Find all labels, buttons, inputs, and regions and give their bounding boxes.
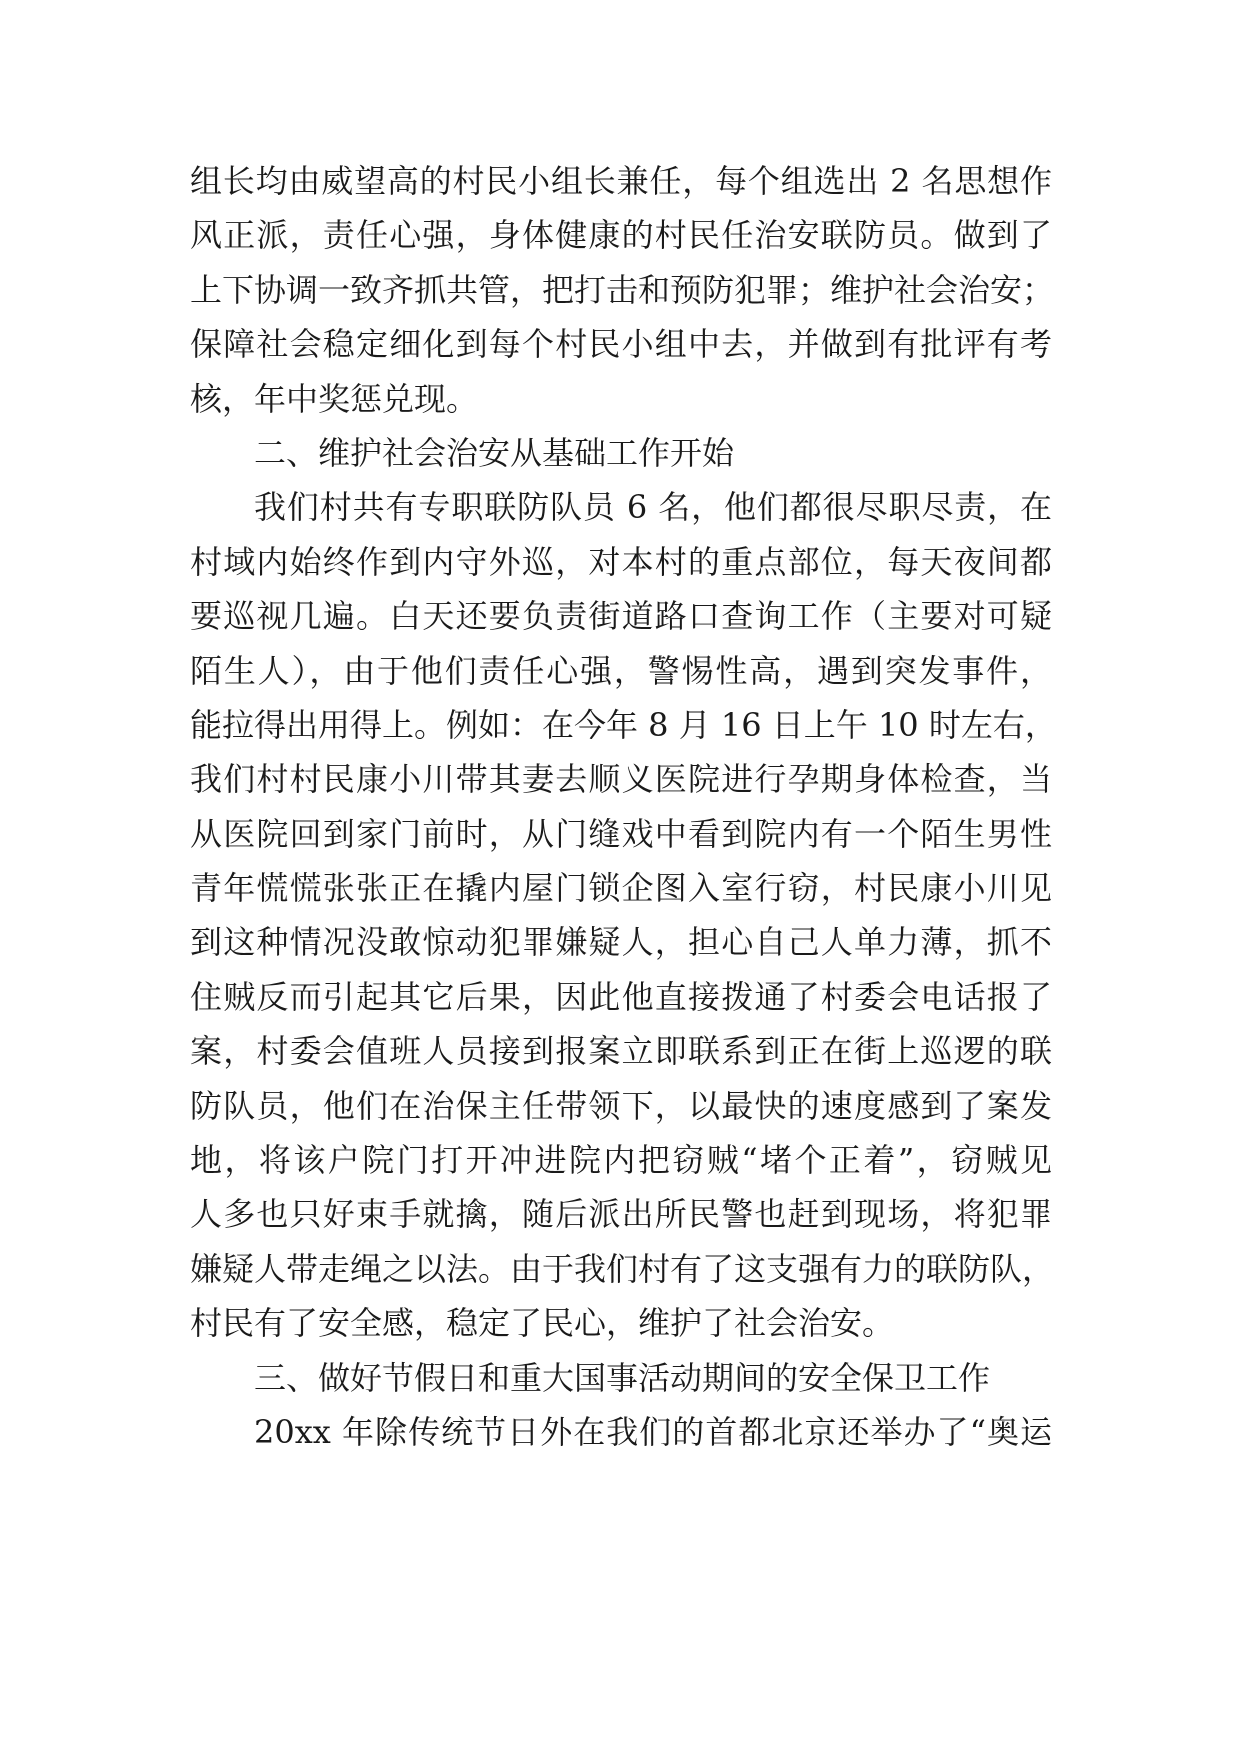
text-line: 核，年中奖惩兑现。 <box>190 379 479 418</box>
paragraph-1 <box>190 154 1055 426</box>
section-heading-2: 二、维护社会治安从基础工作开始 <box>254 433 735 472</box>
text-line: 我们村村民康小川带其妻去顺义医院进行孕期身体检查，当 <box>190 760 1052 799</box>
text-line: 保障社会稳定细化到每个村民小组中去，并做到有批评有考 <box>190 325 1052 364</box>
text-line: 20xx 年除传统节日外在我们的首都北京还举办了“奥运 <box>254 1412 1052 1451</box>
text-line: 能拉得出用得上。例如：在今年 8 月 16 日上午 10 时左右， <box>190 705 1057 744</box>
paragraph-3 <box>190 1405 1052 1459</box>
section-heading-3: 三、做好节假日和重大国事活动期间的安全保卫工作 <box>254 1358 991 1397</box>
text-line: 我们村共有专职联防队员 6 名，他们都很尽职尽责，在 <box>254 488 1052 527</box>
text-line: 陌生人），由于他们责任心强，警惕性高，遇到突发事件， <box>190 651 1052 690</box>
document-body <box>190 154 1057 1459</box>
text-line: 风正派，责任心强，身体健康的村民任治安联防员。做到了 <box>190 216 1052 255</box>
text-line: 案，村委会值班人员接到报案立即联系到正在街上巡逻的联 <box>190 1032 1052 1071</box>
text-line: 人多也只好束手就擒，随后派出所民警也赶到现场，将犯罪 <box>190 1195 1052 1234</box>
text-line: 从医院回到家门前时，从门缝戏中看到院内有一个陌生男性 <box>190 814 1052 853</box>
paragraph-2 <box>190 480 1057 1350</box>
text-line: 要巡视几遍。白天还要负责街道路口查询工作（主要对可疑 <box>190 597 1052 636</box>
text-line: 嫌疑人带走绳之以法。由于我们村有了这支强有力的联防队， <box>190 1249 1055 1288</box>
text-line: 青年慌慌张张正在撬内屋门锁企图入室行窃，村民康小川见 <box>190 869 1052 908</box>
text-line: 组长均由威望高的村民小组长兼任，每个组选出 2 名思想作 <box>190 162 1052 200</box>
text-line: 到这种情况没敢惊动犯罪嫌疑人，担心自己人单力薄，抓不 <box>190 923 1052 962</box>
text-line: 防队员，他们在治保主任带领下，以最快的速度感到了案发 <box>190 1086 1052 1125</box>
text-line: 村民有了安全感，稳定了民心，维护了社会治安。 <box>190 1304 895 1343</box>
text-line: 住贼反而引起其它后果，因此他直接拨通了村委会电话报了 <box>190 977 1052 1016</box>
text-line: 上下协调一致齐抓共管，把打击和预防犯罪；维护社会治安； <box>190 270 1055 309</box>
text-line: 地，将该户院门打开冲进院内把窃贼“堵个正着”，窃贼见 <box>190 1141 1052 1180</box>
text-line: 村域内始终作到内守外巡，对本村的重点部位，每天夜间都 <box>190 542 1052 581</box>
